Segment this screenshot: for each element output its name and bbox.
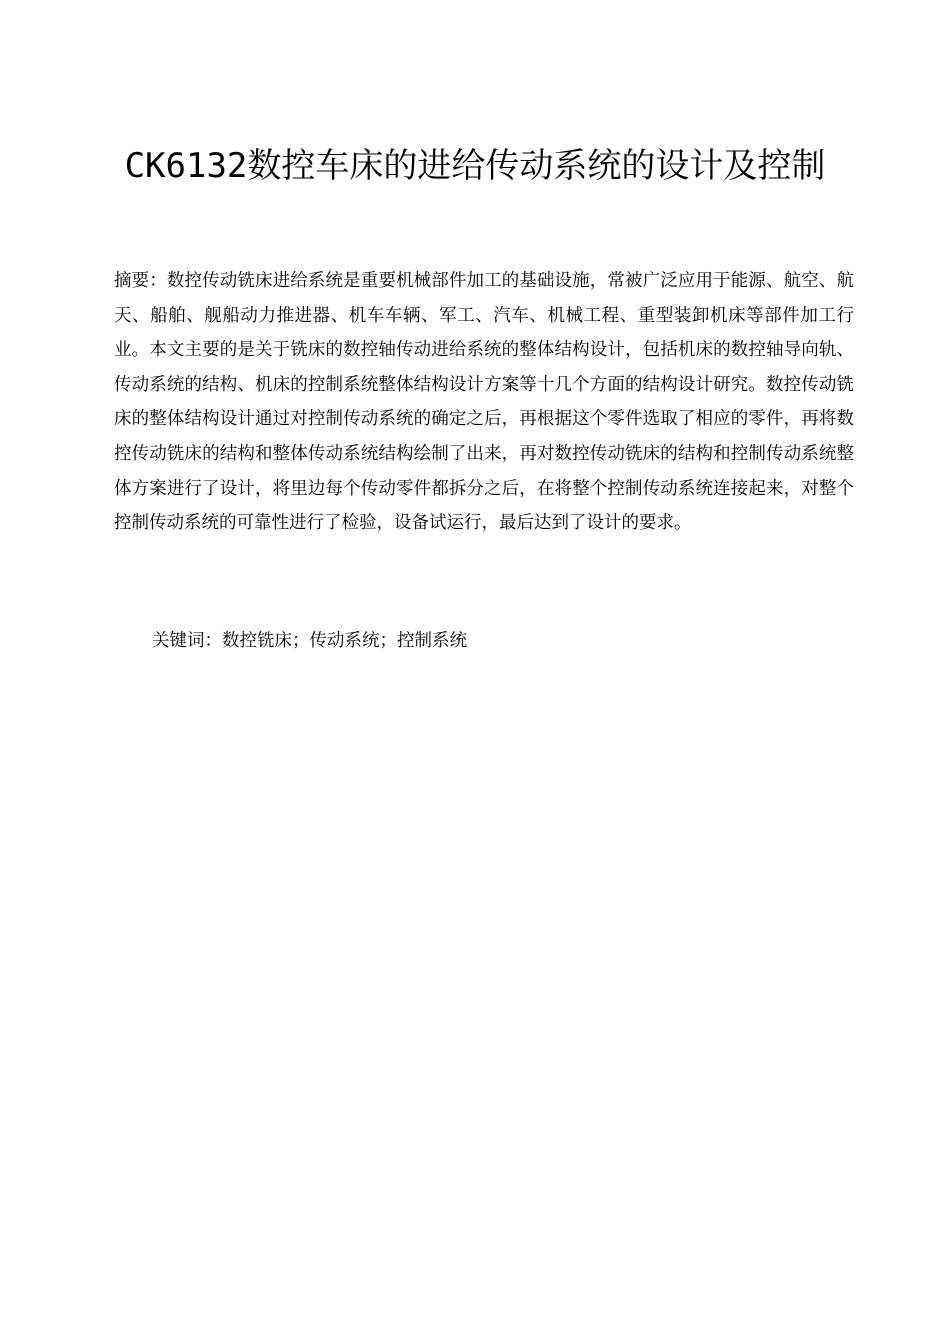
abstract-text: 数控传动铣床进给系统是重要机械部件加工的基础设施，常被广泛应用于能源、航空、航天、船舶、舰船动力推进器、机车车辆、军工、汽车、机械工程、重型装卸机床等部件加工行业。本文主要的是关于铣床的数控轴传动进给系统的整体结构设计，包括机床的数控轴导向轨、传动系统的结构、机床的控制系统整体结构设计方案等十几个方面的结构设计研究。数控传动铣床的整体结构设计通过对控制传动系统的确定之后，再根据这个零件选取了相应的零件，再将数控传动铣床的结构和整体传动系统结构绘制了出来，再对数控传动铣床的结构和控制传动系统整体方案进行了设计，将里边每个传动零件都拆分之后，在将整个控制传动系统连接起来，对整个控制传动系统的可靠性进行了检验，设备试运行，最后达到了设计的要求。 — [114, 271, 855, 534]
document-title: CK6132数控车床的进给传动系统的设计及控制 — [124, 146, 826, 186]
keywords-line — [152, 626, 852, 656]
abstract-paragraph — [114, 264, 854, 541]
keywords-label: 关键词： — [152, 631, 222, 651]
keywords-text: 数控铣床；传动系统；控制系统 — [222, 631, 467, 651]
abstract-label: 摘要： — [114, 271, 167, 291]
